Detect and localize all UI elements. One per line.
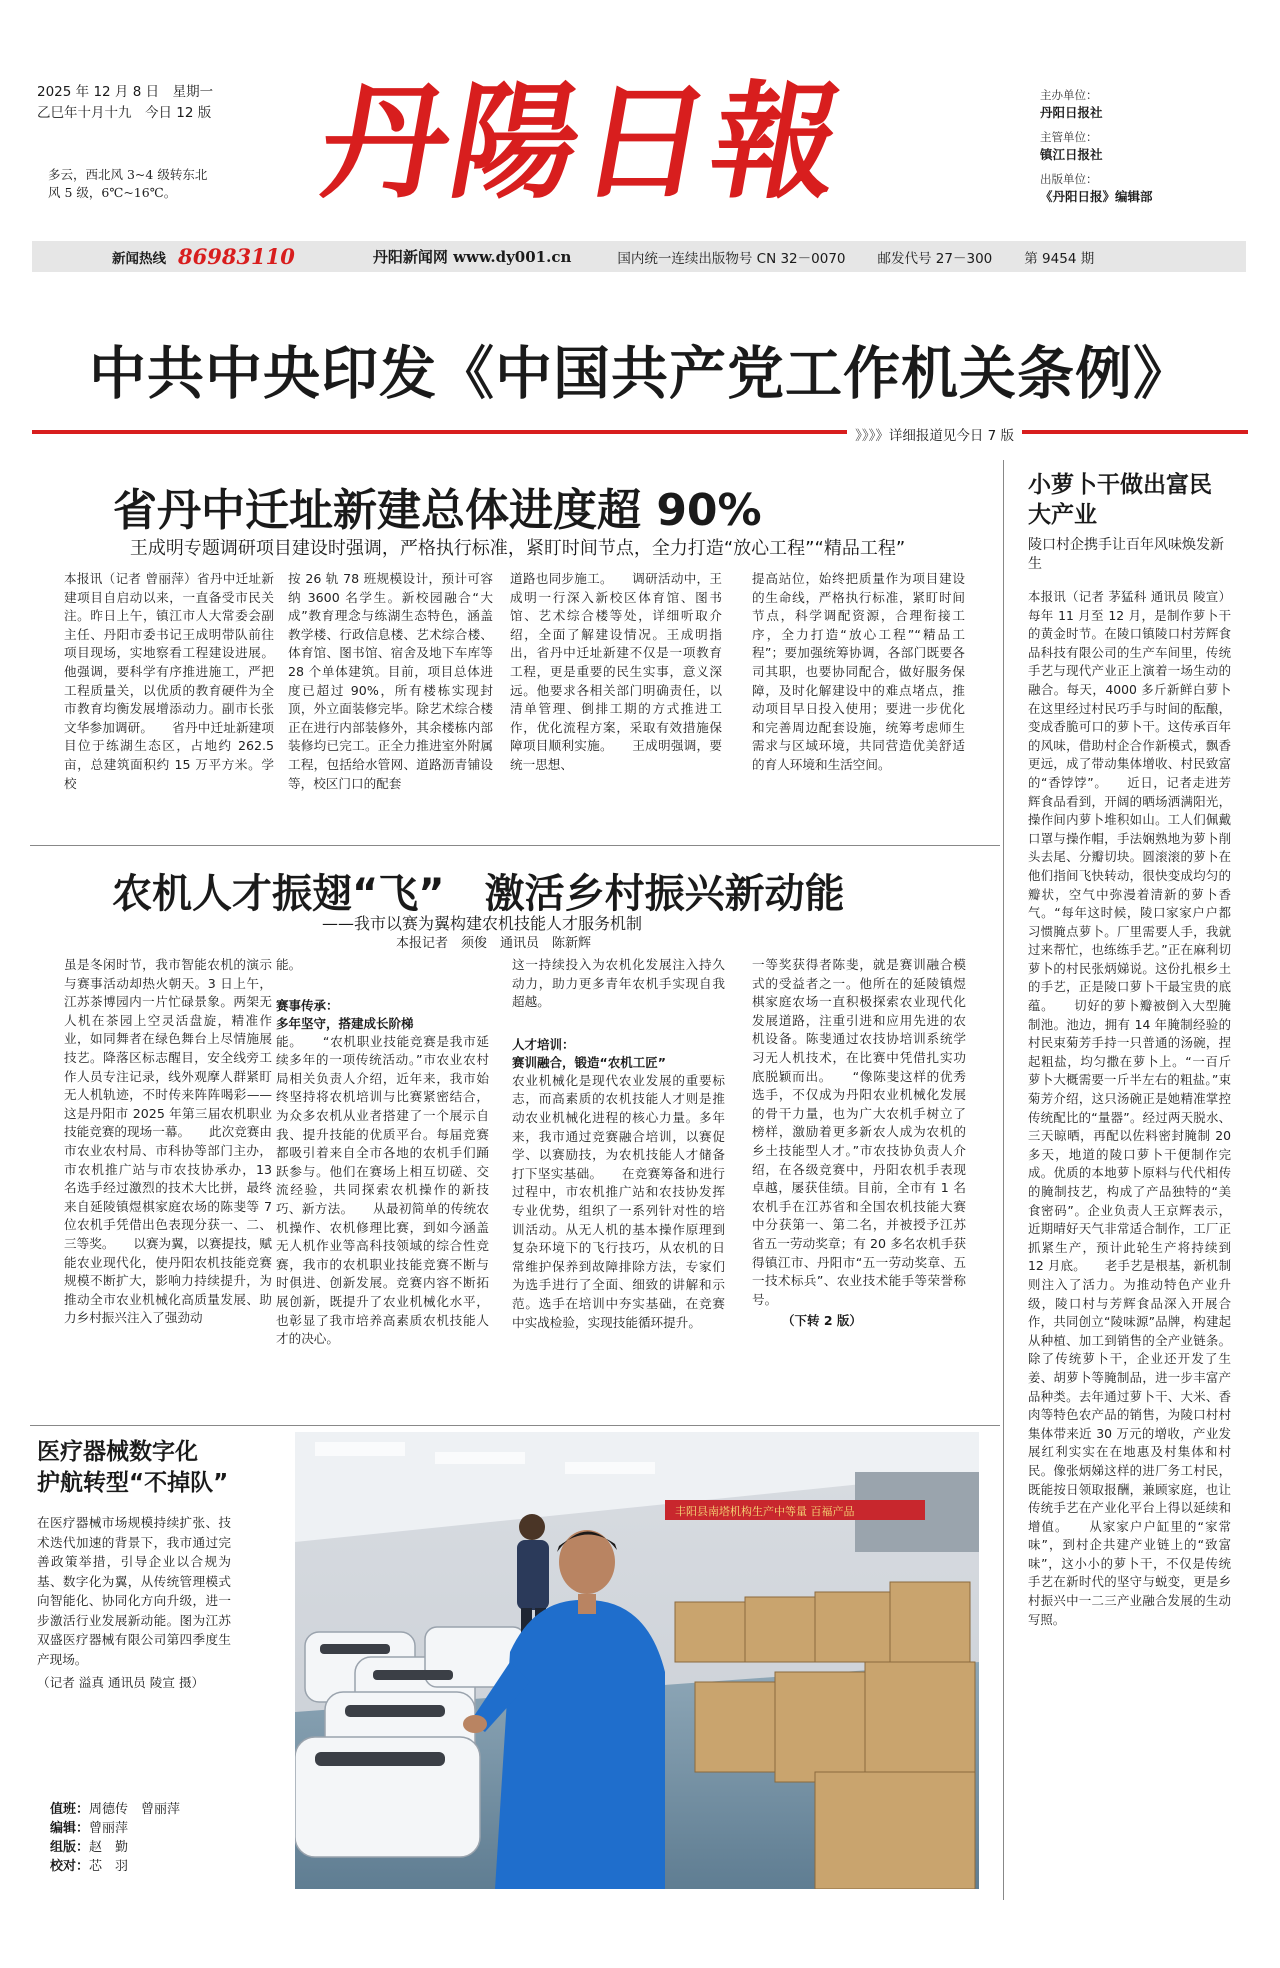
story2-col3-lead: 这一持续投入为农机化发展注入持久动力，助力更多青年农机手实现自我超越。 xyxy=(512,957,725,1010)
proof-label: 校对： xyxy=(50,1859,90,1874)
story3-body: 本报讯（记者 茅猛科 通讯员 陵宣）每年 11 月至 12 月，是制作萝卜干的黄金时节。在陵口镇陵口村芳辉食品科技有限公司的生产车间里，传统手艺与现代产业正上演着一场生动的融合。每天，4000 多斤新鲜白萝卜在这里经过村民巧手与时间的酝酿，变成香脆可口的萝卜干。这传承百年的风味，借助村企合作新模式，飘香更远，成了带动集体增收、村民致富的“香饽饽”。 近日，记者走进芳辉食品看到，开阔的晒场洒满阳光，操作间内萝卜堆积如山。工人们佩戴口罩与操作帽，手法娴熟地为萝卜削头去尾、分瓣切块。圆滚滚的萝卜在他们指间飞快转动，很快变成均匀的瓣状，空气中弥漫着清新的萝卜香气。“每年这时候，陵口家家户户都习惯腌点萝卜。厂里需要人手，我就过来帮忙，也练练手艺。”正在麻利切萝卜的村民张炳娣说。这份扎根乡土的手艺，正是陵口萝卜干最宝贵的底蕴。 切好的萝卜瓣被倒入大型腌制池。池边，拥有 14 年腌制经验的村民束菊芳手持一只普通的汤碗，捏起粗盐，均匀撒在萝卜上。“一百斤萝卜大概需要一斤半左右的粗盐。”束菊芳介绍，这只汤碗正是她精准掌控传统配比的“量器”。经过两天脱水、三天晾晒，再配以佐料密封腌制 20 多天，地道的陵口萝卜干便制作完成。优质的本地萝卜原料与代代相传的腌制技艺，构成了产品独特的“美食密码”。企业负责人王京辉表示，近期晴好天气非常适合制作，工厂正抓紧生产，预计此轮生产将持续到 12 月底。 老手艺是根基，新机制则注入了活力。为推动特色产业升级，陵口村与芳辉食品深入开展合作，共同创立“陵味源”品牌，构建起从种植、加工到销售的全产业链条。除了传统萝卜干，企业还开发了生姜、胡萝卜等腌制品，进一步丰富产品种类。去年通过萝卜干、大米、香肉等特色农产品的销售，为陵口村村集体带来近 30 万元的增收，产业发展红利实实在在地惠及村集体和村民。像张炳娣这样的进厂务工村民，既能按日领取报酬，兼顾家庭，也让传统手艺在产业化平台上得以延续和增值。 从家家户户缸里的“家常味”，到村企共建产业链上的“致富味”，这小小的萝卜干，不仅是传统手艺在新时代的坚守与蜕变，更是乡村振兴中一二三产业融合发展的生动写照。 xyxy=(1028,589,1231,1627)
see-more-link[interactable]: 》》》》详细报道见今日 7 版 xyxy=(847,424,1022,444)
story2-column-4 xyxy=(752,956,966,1329)
story2-column-4-body: 一等奖获得者陈斐，就是赛训融合模式的受益者之一。他所在的延陵镇煜棋家庭农场一直积极探索农业现代化发展道路，注重引进和应用先进的农机设备。陈斐通过农技协培训系统学习无人机技术，在比赛中凭借扎实功底脱颖而出。 “像陈斐这样的优秀选手，不仅成为丹阳农业机械化发展的骨干力量，也为广大农机手树立了榜样，激励着更多新农人成为农机的乡土技能型人才。”市农技协负责人介绍，在各级竞赛中，丹阳农机手表现卓越，屡获佳绩。目前，全市有 1 名农机手在江苏省和全国农机技能大赛中分获第一、第二名，并被授予江苏省五一劳动奖章；有 20 多名农机手获得镇江市、丹阳市“五一劳动奖章、五一技术标兵”、农业技术能手等荣誉称号。 xyxy=(752,957,966,1307)
story2-column-1: 虽是冬闲时节，我市智能农机的演示与赛事活动却热火朝天。3 日上午，江苏茶博园内一片忙碌景象。两架无人机在茶园上空灵活盘旋，精准作业，如同舞者在绿色舞台上尽情施展技艺。降落区标志醒目，安全线旁工作人员专注记录，线外观摩人群紧盯无人机轨迹，不时传来阵阵喝彩——这是丹阳市 2025 年第三届农机职业技能竞赛的现场一幕。 此次竞赛由市农业农村局、市科协等部门主办，市农机推广站与市农技协承办，13 名选手经过激烈的技术大比拼，最终来自延陵镇煜棋家庭农场的陈斐等 7 位农机手凭借出色表现分获一、二、三等奖。 以赛为翼，以赛提技，赋能农业现代化，使丹阳农机技能竞赛规模不断扩大，影响力持续提升，为推动全市农业机械化高质量发展、助力乡村振兴注入了强劲动 xyxy=(64,957,272,1326)
duty-names: 周德传 曾丽萍 xyxy=(89,1802,181,1817)
story2-column-2-body: 能。 “农机职业技能竞赛是我市延续多年的一项传统活动。”市农业农村局相关负责人介绍，近年来，我市始终坚持将农机培训与比赛紧密结合，为众多农机从业者搭建了一个展示自我、提升技能的优质平台。每届竞赛都吸引着来自全市各地的农机手们踊跃参与。他们在赛场上相互切磋、交流经验，共同探索农机操作的新技巧、新方法。 从最初简单的传统农机操作、农机修理比赛，到如今涵盖无人机作业等高科技领域的综合性竞赛，我市的农机职业技能竞赛不断与时俱进、创新发展。竞赛内容不断拓展创新，既提升了农业机械化水平，也彰显了我市培养高素质农机技能人才的决心。 xyxy=(276,1033,489,1347)
story3-title[interactable]: 小萝卜干做出富民大产业 xyxy=(1028,472,1212,528)
story4-photo-credit: （记者 溢真 通讯员 陵宣 摄） xyxy=(37,1675,205,1690)
editor-label: 编辑： xyxy=(50,1821,90,1836)
story1-title[interactable]: 省丹中迁址新建总体进度超 90% xyxy=(113,485,762,536)
editor-name: 曾丽萍 xyxy=(89,1821,129,1836)
publisher-label: 出版单位： xyxy=(1040,172,1098,186)
story1-column-3: 道路也同步施工。 调研活动中，王成明一行深入新校区体育馆、图书馆、艺术综合楼等处，详细听取介绍，全面了解建设情况。王成明指出，省丹中迁址新建不仅是一项教育工程，更是重要的民生实事，意义深远。他要求各相关部门明确责任，以清单管理、倒排工期的方式推进工作，优化流程方案，采取有效措施保障项目顺利实施。 王成明强调，要统一思想、 xyxy=(510,571,722,772)
weather-forecast: 多云，西北风 3~4 级转东北风 5 级，6℃~16℃。 xyxy=(48,167,208,200)
issn-number: 国内统一连续出版物号 CN 32－0070 xyxy=(617,250,846,267)
rule xyxy=(30,1425,1000,1426)
supervisor: 镇江日报社 xyxy=(1040,147,1103,162)
story1-column-4: 提高站位，始终把质量作为项目建设的生命线，严格执行标准，紧盯时间节点，科学调配资源，合理衔接工序，全力打造“放心工程”“精品工程”；要加强统筹协调，各部门既要各司其职，也要协同配合，做好服务保障，及时化解建设中的难点堵点，推动项目早日投入使用；要进一步优化和完善周边配套设施，统筹考虑师生需求与区域环境，共同营造优美舒适的育人环境和生活空间。 xyxy=(752,571,965,772)
hotline-label: 新闻热线 xyxy=(112,250,166,267)
hotline-number: 86983110 xyxy=(178,244,295,269)
proof-name: 芯 羽 xyxy=(89,1859,129,1874)
issue-date-block xyxy=(37,82,213,124)
continued-note[interactable]: （下转 2 版） xyxy=(782,1313,862,1329)
factory-banner-text: 丰阳县南塔机构生产中等量 百福产品 xyxy=(675,1505,855,1518)
info-bar xyxy=(32,241,1246,272)
story2-section2-head: 人才培训： xyxy=(512,1036,575,1052)
story3-subtitle: 陵口村企携手让百年风味焕发新生 xyxy=(1028,537,1224,572)
factory-photo xyxy=(295,1432,979,1889)
supervisor-label: 主管单位： xyxy=(1040,130,1098,144)
duty-label: 值班： xyxy=(50,1802,90,1817)
column-divider xyxy=(1003,460,1004,1900)
story2-section1-subhead: 多年坚守，搭建成长阶梯 xyxy=(276,1015,414,1031)
rule xyxy=(30,845,1000,846)
story4-title[interactable] xyxy=(37,1437,228,1499)
story2-column-2 xyxy=(276,956,489,1349)
story4-body-text: 在医疗器械市场规模持续扩张、技术迭代加速的背景下，我市通过完善政策举措，引导企业以合规为基、数字化为翼，从传统管理模式向智能化、协同化方向升级，进一步激活行业发展新动能。图为江苏双盛医疗器械有限公司第四季度生产现场。 xyxy=(37,1515,231,1667)
staff-credits xyxy=(50,1800,180,1876)
issue-number: 第 9454 期 xyxy=(1024,250,1095,267)
publisher: 《丹阳日报》编辑部 xyxy=(1040,189,1153,204)
factory-photo-illustration xyxy=(295,1432,979,1889)
postal-code: 邮发代号 27－300 xyxy=(877,250,993,267)
story1-column-2: 按 26 轨 78 班规模设计，预计可容纳 3600 名学生。新校园融合“大成”教育理念与练湖生态特色，涵盖教学楼、行政信息楼、艺术综合楼、体育馆、图书馆、宿舍及地下车库等 28 个单体建筑。目前，项目总体进度已超过 90%，所有楼栋实现封顶，外立面装修完毕。除艺术综合楼正在进行内部装修外，其余楼栋内部装修均已完工。正全力推进室外附属工程，包括给水管网、道路沥青铺设等，校区门口的配套 xyxy=(288,571,493,791)
sponsor: 丹阳日报社 xyxy=(1040,105,1103,120)
story1-column-1: 本报讯（记者 曾丽萍）省丹中迁址新建项目自启动以来，一直备受市民关注。昨日上午，镇江市人大常委会副主任、丹阳市委书记王成明带队前往项目现场，实地察看工程建设进展。他强调，要科学有序推进施工，严把工程质量关，以优质的教育硬件为全市教育均衡发展增添动力。副市长张文华参加调研。 省丹中迁址新建项目位于练湖生态区，占地约 262.5 亩，总建筑面积约 15 万平方米。学校 xyxy=(64,571,274,791)
story2-byline: 本报记者 须俊 通讯员 陈新辉 xyxy=(396,936,592,951)
lead-headline[interactable]: 中共中央印发《中国共产党工作机关条例》 xyxy=(89,341,1191,407)
story2-subtitle: ——我市以赛为翼构建农机技能人才服务机制 xyxy=(322,914,643,933)
layout-name: 赵 勤 xyxy=(89,1840,129,1855)
red-divider xyxy=(32,430,1248,434)
story4-title-line-1: 医疗器械数字化 xyxy=(37,1439,198,1465)
story2-col2-lead: 能。 xyxy=(276,957,302,972)
lunar-date: 乙巳年十月十九 今日 12 版 xyxy=(37,105,212,121)
story2-section1-head: 赛事传承： xyxy=(276,997,339,1013)
sponsor-label: 主办单位： xyxy=(1040,88,1098,102)
story4-body xyxy=(37,1513,231,1693)
story2-title[interactable]: 农机人才振翅“飞” 激活乡村振兴新动能 xyxy=(112,871,845,917)
story2-column-3 xyxy=(512,956,725,1332)
story2-section2-subhead: 赛训融合，锻造“农机工匠” xyxy=(512,1054,666,1070)
issue-date: 2025 年 12 月 8 日 星期一 xyxy=(37,84,214,100)
newspaper-masthead: 丹陽日報 xyxy=(310,67,857,216)
publisher-info xyxy=(1040,86,1240,212)
story2-column-3-body: 农业机械化是现代农业发展的重要标志，而高素质的农机技能人才则是推动农业机械化进程的核心力量。多年来，我市通过竞赛融合培训，以赛促学、以赛励技，为农机技能人才储备打下坚实基础。 在竞赛筹备和进行过程中，市农机推广站和农技协发挥专业优势，组织了一系列针对性的培训活动。从无人机的基本操作原理到复杂环境下的飞行技巧，从农机的日常维护保养到故障排除方法，专家们为选手进行了全面、细致的讲解和示范。选手在培训中夯实基础，在竞赛中实战检验，实现技能循环提升。 xyxy=(512,1072,725,1330)
layout-label: 组版： xyxy=(50,1840,90,1855)
website-link[interactable]: 丹阳新闻网 www.dy001.cn xyxy=(372,248,572,266)
story4-title-line-2: 护航转型“不掉队” xyxy=(37,1470,229,1496)
story1-subtitle: 王成明专题调研项目建设时强调，严格执行标准，紧盯时间节点，全力打造“放心工程”“精品工程” xyxy=(129,538,906,559)
